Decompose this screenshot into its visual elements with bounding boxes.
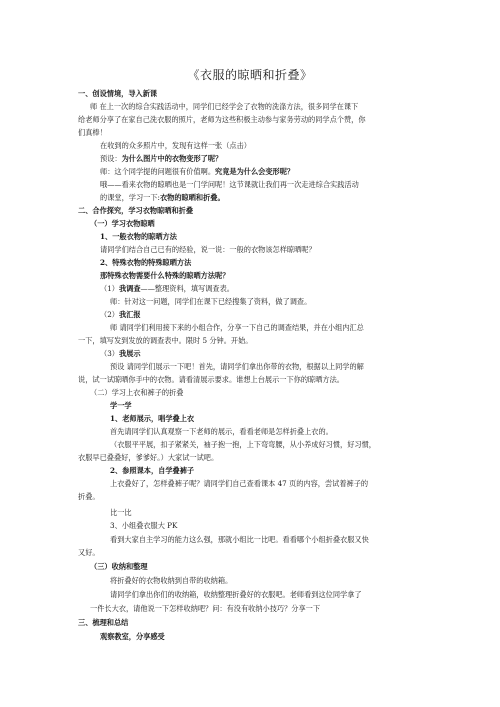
text-line: 二、合作探究，学习衣物晾晒和折叠 <box>78 206 194 215</box>
emphasis-span: 衣物的晾晒和折叠。 <box>159 193 225 202</box>
text-line <box>100 309 141 320</box>
text-line: 一下，填写发到发放的调查表中。限时 5 分钟。开始。 <box>78 336 253 345</box>
text-line: 上衣叠好了，怎样叠裤子呢？请同学们自己查看课本 47 页的内容，尝试着裤子的 <box>110 479 369 488</box>
text-line <box>100 153 222 164</box>
text-line: 请同学们拿出你们的收纳箱，收纳整理折叠好的衣服吧。老师看到这位同学拿了 <box>110 590 362 599</box>
document-title: 《衣服的晾晒和折叠》 <box>187 68 313 82</box>
text-line: 1、老师展示，唱学叠上衣 <box>110 414 195 423</box>
text-line: 那特殊衣物需要什么特殊的晾晒方法呢？ <box>100 271 230 280</box>
text-line: 请同学们结合自己已有的经验，说一说：一般的衣物该怎样晾晒呢？ <box>100 245 316 254</box>
emphasis-span: 究竟是为什么会变形呢？ <box>215 167 295 176</box>
text-line: 们真棒！ <box>78 128 107 137</box>
text-line: 一件长大衣，请他说一下怎样收纳吧？问：有没有收纳小技巧？分享一下 <box>90 604 321 613</box>
text-span: 预设： <box>100 154 122 163</box>
emphasis-span: 为什么图片中的衣物变形了呢？ <box>121 154 223 163</box>
text-line: 衣服早已叠叠好，爹爹好。）大家试一试吧。 <box>78 453 219 462</box>
text-span: （1） <box>100 284 119 293</box>
text-line: 一、创设情境，导入新课 <box>78 89 158 98</box>
text-line: 在收到的众多照片中，发现有这样一张（点击） <box>100 141 251 150</box>
text-line: 比一比 <box>110 508 132 517</box>
text-line: 看到大家自主学习的能力这么强，那就小组比一比吧。看看哪个小组折叠衣服又快 <box>110 535 369 544</box>
text-line: 又好。 <box>78 548 100 557</box>
text-line: （衣服平平展，扣子紧紧关，袖子抱一抱，上下弯弯腰，从小养成好习惯，好习惯， <box>110 440 376 449</box>
text-span: 师：这个同学提的问题很有价值啊。 <box>100 167 216 176</box>
text-line: 预设 请同学们展示一下吧！首先，请同学们拿出你带的衣物，根据以上同学的解 <box>110 362 364 371</box>
text-line: 师：针对这一问题，同学们在课下已经搜集了资料，做了调查。 <box>110 297 312 306</box>
text-line: 2、参照课本，自学叠裤子 <box>110 466 195 475</box>
text-line: 学一学 <box>110 401 132 410</box>
text-line: 3、小组叠衣服大 PK <box>110 521 178 530</box>
emphasis-span: 我调查 <box>118 284 141 293</box>
text-line: 师 在上一次的综合实践活动中，同学们已经学会了衣物的洗涤方法，很多同学在课下 <box>90 102 359 111</box>
text-line: 折叠。 <box>78 492 100 501</box>
emphasis-span: 我汇报 <box>118 310 141 319</box>
text-line: 将折叠好的衣物收纳到自带的收纳箱。 <box>110 576 233 585</box>
text-line: 1、一般衣物的晾晒方法 <box>100 232 177 241</box>
text-line: （三）收纳和整理 <box>90 562 148 571</box>
emphasis-span: 我展示 <box>118 349 141 358</box>
text-line: 说，试一试晾晒你手中的衣物。请看清展示要求。谁想上台展示一下你的晾晒方法。 <box>78 375 344 384</box>
text-line: （一）学习衣物晾晒 <box>90 219 155 228</box>
text-line: 2、特殊衣物的特殊晾晒方法 <box>100 258 192 267</box>
text-line: 给老师分享了在家自己洗衣服的照片，老师为这些积极主动参与家务劳动的同学点个赞，你 <box>78 115 366 124</box>
text-line: （二）学习上衣和裤子的折叠 <box>90 388 184 397</box>
text-line: 首先请同学们认真观察一下老师的展示，看看老师是怎样折叠上衣的。 <box>110 427 333 436</box>
text-line: 师 请同学们利用接下来的小组合作，分享一下自己的调查结果，并在小组内汇总 <box>110 323 364 332</box>
text-line <box>100 192 225 203</box>
text-line: 三、梳理和总结 <box>78 618 129 627</box>
text-line <box>100 283 234 294</box>
text-line: 哦——看来衣物的晾晒也是一门学问呢！这节课就让我们再一次走进综合实践活动 <box>100 180 359 189</box>
text-line: 观察教室，分享感受 <box>100 632 165 641</box>
text-line <box>100 166 294 177</box>
text-line <box>100 348 141 359</box>
text-span: ——整理资料，填写调查表。 <box>140 284 234 293</box>
text-span: （2） <box>100 310 119 319</box>
text-span: （3） <box>100 349 119 358</box>
text-span: 的课堂，学习一下: <box>100 193 160 202</box>
